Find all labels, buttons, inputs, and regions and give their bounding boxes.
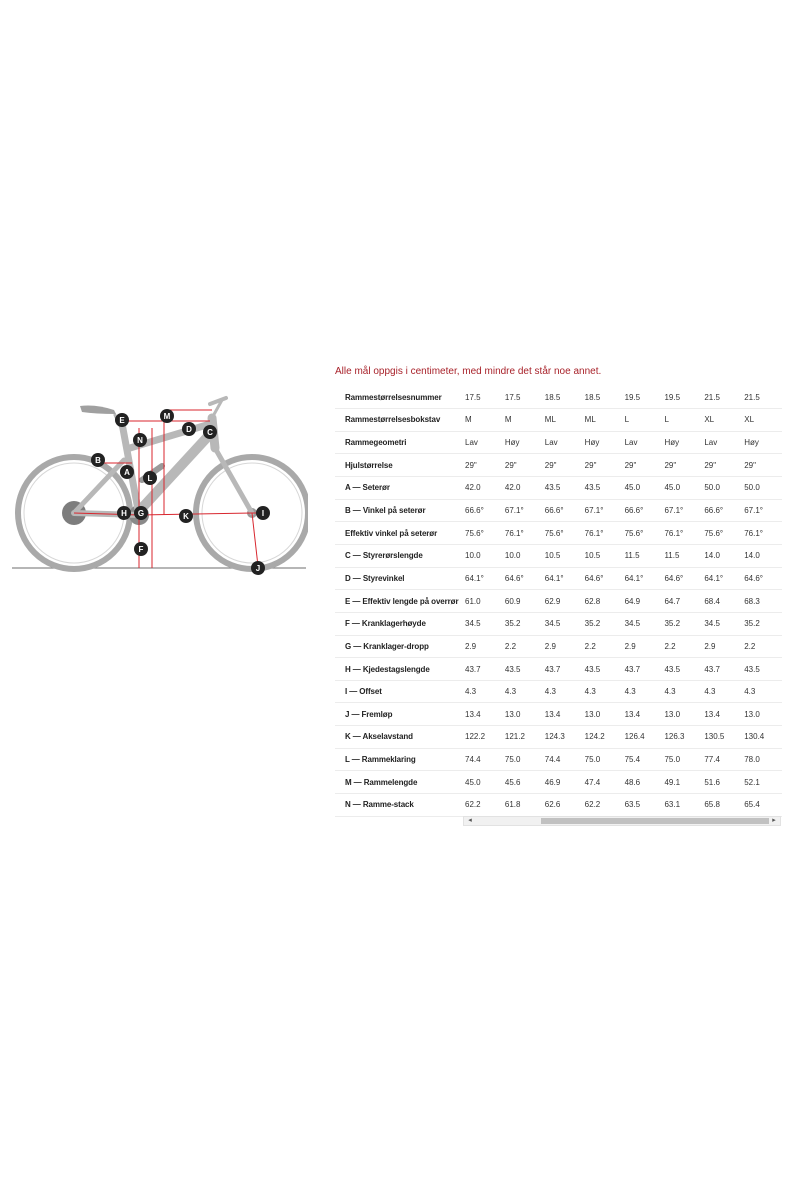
scroll-left-icon[interactable]: ◂: [468, 817, 472, 824]
table-cell: 2.9: [465, 641, 477, 651]
table-cell: 62.2: [584, 800, 601, 810]
table-cell: 4.3: [744, 687, 756, 697]
marker-J: [251, 561, 265, 575]
row-label: C — Styrerørslengde: [345, 551, 423, 561]
table-cell: 45.6: [504, 777, 521, 787]
table-cell: 45.0: [664, 483, 681, 493]
geometry-table-container[interactable]: [335, 386, 782, 817]
table-cell: 65.4: [744, 800, 760, 810]
table-cell: 75.0: [664, 755, 681, 765]
table-cell: 35.2: [584, 619, 601, 629]
svg-text:I: I: [261, 509, 265, 518]
table-cell: 124.3: [544, 732, 565, 742]
table-cell: 75.6°: [624, 528, 644, 538]
row-label: G — Kranklager-dropp: [345, 641, 429, 651]
table-cell: 29": [704, 460, 717, 470]
table-cell: 62.6: [544, 800, 561, 810]
row-label: L — Rammeklaring: [345, 755, 416, 765]
svg-text:N: N: [137, 436, 143, 445]
table-cell: 2.2: [744, 641, 756, 651]
svg-text:D: D: [186, 425, 192, 434]
table-cell: 63.1: [664, 800, 681, 810]
svg-text:B: B: [95, 456, 101, 465]
table-row: [335, 386, 782, 409]
table-cell: 64.1°: [624, 573, 644, 583]
geometry-table-body: [335, 386, 782, 816]
table-row: [335, 748, 782, 771]
svg-text:M: M: [163, 412, 171, 421]
table-cell: 21.5: [704, 392, 720, 402]
table-cell: 29": [744, 460, 756, 470]
table-cell: 67.1°: [504, 506, 524, 516]
marker-A: [120, 465, 134, 479]
table-row: [335, 590, 782, 613]
table-cell: 13.0: [744, 709, 760, 719]
marker-N: [133, 433, 147, 447]
row-label: Effektiv vinkel på seterør: [345, 528, 438, 538]
table-cell: 67.1°: [744, 506, 764, 516]
table-cell: 2.2: [664, 641, 676, 651]
table-cell: 122.2: [465, 732, 486, 742]
table-cell: 35.2: [664, 619, 681, 629]
table-cell: M: [504, 415, 512, 425]
table-cell: 76.1°: [664, 528, 684, 538]
row-label: Rammegeometri: [345, 438, 407, 448]
table-cell: 64.6°: [504, 573, 524, 583]
table-cell: 64.7: [664, 596, 681, 606]
table-cell: 13.4: [704, 709, 720, 719]
scrollbar-thumb[interactable]: [541, 818, 769, 824]
table-cell: 4.3: [704, 687, 716, 697]
table-cell: 18.5: [544, 392, 561, 402]
table-cell: 75.6°: [704, 528, 724, 538]
marker-K: [179, 509, 193, 523]
svg-text:C: C: [207, 428, 213, 437]
table-cell: 43.5: [584, 664, 601, 674]
table-cell: Høy: [584, 438, 600, 448]
table-cell: 75.0: [584, 755, 601, 765]
table-cell: 34.5: [465, 619, 481, 629]
table-cell: 34.5: [544, 619, 561, 629]
table-cell: 19.5: [624, 392, 641, 402]
marker-B: [91, 453, 105, 467]
table-cell: 52.1: [744, 777, 760, 787]
table-cell: 130.4: [744, 732, 765, 742]
table-cell: 121.2: [504, 732, 525, 742]
table-cell: 35.2: [744, 619, 760, 629]
marker-I: [256, 506, 270, 520]
table-cell: 21.5: [744, 392, 760, 402]
table-cell: ML: [544, 415, 556, 425]
table-cell: Lav: [624, 438, 638, 448]
table-row: [335, 499, 782, 522]
table-cell: 4.3: [504, 687, 517, 697]
table-cell: 43.7: [624, 664, 641, 674]
table-row: [335, 454, 782, 477]
table-cell: 42.0: [465, 483, 481, 493]
svg-text:G: G: [137, 509, 145, 518]
table-cell: 29": [544, 460, 557, 470]
svg-text:H: H: [121, 509, 127, 518]
marker-F: [134, 542, 148, 556]
table-cell: 13.4: [465, 709, 481, 719]
table-cell: 130.5: [704, 732, 725, 742]
table-row: [335, 544, 782, 567]
table-cell: 66.6°: [465, 506, 484, 516]
table-cell: 14.0: [744, 551, 760, 561]
table-cell: 29": [465, 460, 477, 470]
table-cell: 2.2: [584, 641, 596, 651]
row-label: D — Styrevinkel: [345, 573, 405, 583]
table-cell: 45.0: [465, 777, 481, 787]
table-cell: 76.1°: [584, 528, 604, 538]
table-cell: 62.9: [544, 596, 561, 606]
table-cell: 43.7: [704, 664, 720, 674]
table-cell: 61.8: [504, 800, 521, 810]
table-cell: 64.6°: [664, 573, 684, 583]
table-cell: 47.4: [584, 777, 601, 787]
row-label: Rammestørrelsesnummer: [345, 392, 442, 402]
table-cell: 4.3: [544, 687, 556, 697]
table-cell: 66.6°: [624, 506, 644, 516]
table-cell: 2.9: [704, 641, 716, 651]
table-cell: 50.0: [704, 483, 720, 493]
table-cell: 34.5: [624, 619, 641, 629]
table-cell: 76.1°: [504, 528, 524, 538]
table-cell: 126.3: [664, 732, 685, 742]
table-row: [335, 477, 782, 500]
table-cell: 67.1°: [664, 506, 684, 516]
table-cell: XL: [744, 415, 755, 425]
table-cell: 4.3: [624, 687, 636, 697]
table-cell: 51.6: [704, 777, 720, 787]
table-row: [335, 658, 782, 681]
table-cell: 43.7: [465, 664, 481, 674]
table-row: [335, 522, 782, 545]
table-cell: 74.4: [465, 755, 481, 765]
row-label: M — Rammelengde: [345, 777, 418, 787]
svg-text:F: F: [138, 545, 144, 554]
row-label: K — Akselavstand: [345, 732, 413, 742]
table-cell: 66.6°: [544, 506, 564, 516]
table-row: [335, 409, 782, 432]
table-cell: 13.0: [504, 709, 521, 719]
marker-D: [182, 422, 196, 436]
table-cell: 29": [624, 460, 637, 470]
table-cell: 78.0: [744, 755, 760, 765]
table-cell: 43.5: [744, 664, 760, 674]
geometry-table: [335, 386, 782, 817]
table-cell: 76.1°: [744, 528, 764, 538]
table-cell: 64.9: [624, 596, 641, 606]
marker-M: [160, 409, 174, 423]
table-cell: 19.5: [664, 392, 681, 402]
table-row: [335, 794, 782, 817]
table-cell: 60.9: [504, 596, 521, 606]
table-cell: 45.0: [624, 483, 641, 493]
table-cell: 75.4: [624, 755, 641, 765]
row-label: N — Ramme-stack: [345, 800, 414, 810]
table-row: [335, 612, 782, 635]
table-cell: 10.5: [544, 551, 561, 561]
table-cell: 64.1°: [544, 573, 564, 583]
table-cell: 124.2: [584, 732, 605, 742]
svg-text:A: A: [124, 468, 130, 477]
table-cell: Høy: [504, 438, 520, 448]
table-cell: 13.4: [624, 709, 641, 719]
table-cell: 4.3: [584, 687, 596, 697]
svg-text:E: E: [119, 416, 125, 425]
table-cell: L: [624, 415, 630, 425]
table-cell: 66.6°: [704, 506, 724, 516]
marker-H: [117, 506, 131, 520]
table-cell: 64.6°: [584, 573, 604, 583]
table-cell: 29": [664, 460, 677, 470]
table-cell: 49.1: [664, 777, 681, 787]
row-label: B — Vinkel på seterør: [345, 506, 426, 516]
table-cell: 43.5: [544, 483, 561, 493]
table-cell: 62.2: [465, 800, 481, 810]
scroll-right-icon[interactable]: ▸: [772, 817, 776, 824]
table-cell: 4.3: [465, 687, 477, 697]
table-cell: 35.2: [504, 619, 521, 629]
marker-L: [143, 471, 157, 485]
table-cell: 4.3: [664, 687, 676, 697]
table-cell: 61.0: [465, 596, 481, 606]
row-label: Rammestørrelsesbokstav: [345, 415, 441, 425]
row-label: H — Kjedestagslengde: [345, 664, 430, 674]
table-cell: 74.4: [544, 755, 561, 765]
horizontal-scrollbar[interactable]: [463, 816, 781, 826]
row-label: F — Kranklagerhøyde: [345, 619, 426, 629]
table-cell: 34.5: [704, 619, 720, 629]
table-cell: 43.5: [664, 664, 681, 674]
table-cell: 126.4: [624, 732, 645, 742]
table-row: [335, 431, 782, 454]
svg-text:K: K: [183, 512, 189, 521]
table-cell: 29": [584, 460, 597, 470]
saddle: [80, 406, 116, 415]
table-cell: Høy: [664, 438, 680, 448]
table-cell: 63.5: [624, 800, 641, 810]
table-cell: 13.0: [584, 709, 601, 719]
table-row: [335, 771, 782, 794]
marker-E: [115, 413, 129, 427]
table-cell: ML: [584, 415, 596, 425]
table-cell: L: [664, 415, 669, 425]
table-cell: 64.1°: [704, 573, 724, 583]
table-cell: 43.7: [544, 664, 561, 674]
row-label: Hjulstørrelse: [345, 460, 393, 470]
table-cell: Lav: [465, 438, 478, 448]
table-cell: 29": [504, 460, 517, 470]
row-label: I — Offset: [345, 687, 382, 697]
marker-G: [134, 506, 148, 520]
units-note: Alle mål oppgis i centimeter, med mindre det står noe annet.: [335, 366, 602, 377]
table-cell: 75.6°: [544, 528, 564, 538]
table-cell: 64.1°: [465, 573, 484, 583]
table-cell: 13.4: [544, 709, 561, 719]
table-cell: Lav: [544, 438, 558, 448]
table-row: [335, 726, 782, 749]
table-cell: Lav: [704, 438, 718, 448]
bike-geometry-diagram: [12, 388, 308, 580]
row-label: E — Effektiv lengde på overrør: [345, 596, 459, 606]
table-cell: 65.8: [704, 800, 720, 810]
table-cell: 17.5: [465, 392, 481, 402]
table-cell: Høy: [744, 438, 759, 448]
table-cell: 14.0: [704, 551, 720, 561]
table-cell: 68.3: [744, 596, 760, 606]
table-cell: 67.1°: [584, 506, 604, 516]
table-cell: 10.0: [504, 551, 521, 561]
table-cell: 64.6°: [744, 573, 764, 583]
table-cell: 2.2: [504, 641, 517, 651]
table-cell: 11.5: [664, 551, 680, 561]
table-cell: 62.8: [584, 596, 601, 606]
svg-text:L: L: [147, 474, 153, 483]
table-cell: 13.0: [664, 709, 681, 719]
table-cell: 43.5: [504, 664, 521, 674]
table-cell: 75.0: [504, 755, 521, 765]
row-label: A — Seterør: [345, 483, 390, 493]
table-cell: 10.5: [584, 551, 601, 561]
table-cell: 77.4: [704, 755, 720, 765]
table-cell: XL: [704, 415, 715, 425]
table-cell: 17.5: [504, 392, 521, 402]
table-cell: 43.5: [584, 483, 601, 493]
table-cell: 11.5: [624, 551, 640, 561]
svg-text:J: J: [255, 564, 261, 573]
table-cell: 75.6°: [465, 528, 484, 538]
table-cell: M: [465, 415, 472, 425]
table-cell: 50.0: [744, 483, 760, 493]
table-row: [335, 567, 782, 590]
row-label: J — Fremløp: [345, 709, 393, 719]
table-row: [335, 703, 782, 726]
table-cell: 68.4: [704, 596, 720, 606]
table-cell: 42.0: [504, 483, 521, 493]
table-cell: 10.0: [465, 551, 481, 561]
table-cell: 18.5: [584, 392, 601, 402]
table-cell: 48.6: [624, 777, 641, 787]
table-row: [335, 635, 782, 658]
table-row: [335, 680, 782, 703]
table-cell: 2.9: [544, 641, 556, 651]
table-cell: 2.9: [624, 641, 636, 651]
table-cell: 46.9: [544, 777, 561, 787]
marker-C: [203, 425, 217, 439]
